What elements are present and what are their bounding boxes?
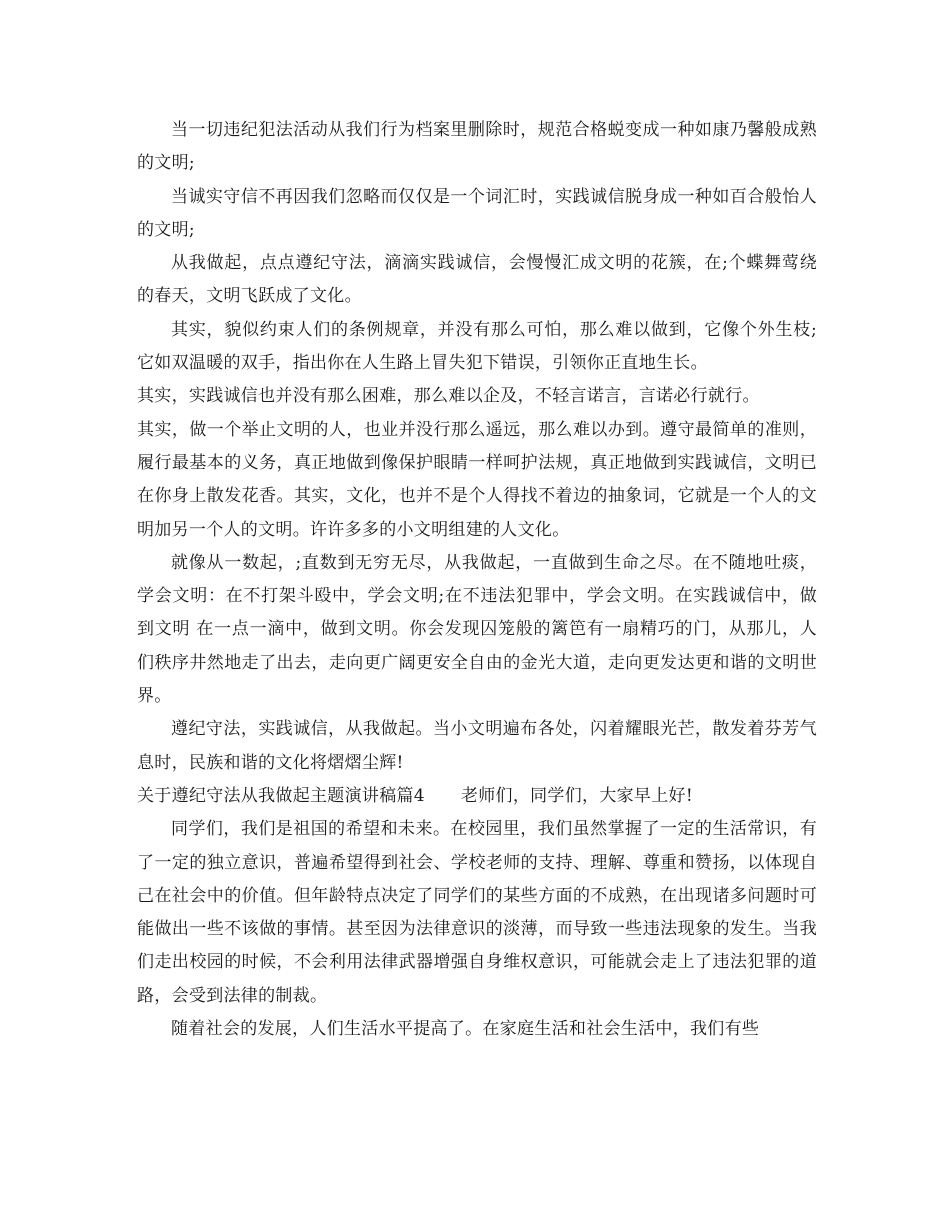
- paragraph: 从我做起，点点遵纪守法，滴滴实践诚信，会慢慢汇成文明的花簇，在;个蝶舞莺绕的春天，文明飞跃成了文化。: [137, 253, 817, 307]
- paragraph: 同学们，我们是祖国的希望和未来。在校园里，我们虽然掌握了一定的生活常识，有了一定的独立意识，普遍希望得到社会、学校老师的支持、理解、尊重和赞扬，以体现自己在社会中的价值。但年龄特点决定了同学们的某些方面的不成熟，在出现诸多问题时可能做出一些不该做的事情。甚至因为法律意识的淡薄，而导致一些违法现象的发生。当我们走出校园的时候，不会利用法律武器增强自身维权意识，可能就会走上了违法犯罪的道路，会受到法律的制裁。: [137, 819, 817, 1006]
- paragraph: 当诚实守信不再因我们忽略而仅仅是一个词汇时，实践诚信脱身成一种如百合般怡人的文明;: [137, 186, 817, 240]
- paragraph: 随着社会的发展，人们生活水平提高了。在家庭生活和社会生活中，我们有些: [171, 1019, 760, 1040]
- paragraph: 就像从一数起，;直数到无穷无尽，从我做起，一直做到生命之尽。在不随地吐痰，学会文明：在不打架斗殴中，学会文明;在不违法犯罪中，学会文明。在实践诚信中，做到文明 在一点一滴中，做到文明。你会发现囚笼般的篱笆有一扇精巧的门，从那儿，人们秩序井然地走了出去，走向更广阔更安全自由的金光大道，走向更发达更和谐的文明世界。: [137, 552, 817, 707]
- section-heading: [137, 780, 817, 813]
- paragraph: 其实，做一个举止文明的人，也业并没行那么遥远，那么难以办到。遵守最简单的准则，履行最基本的义务，真正地做到像保护眼睛一样呵护法规，真正地做到实践诚信，文明已在你身上散发花香。其实，文化，也并不是个人得找不着边的抽象词，它就是一个人的文明加另一个人的文明。许许多多的小文明组建的人文化。: [137, 419, 817, 540]
- heading-title: 关于遵纪守法从我做起主题演讲稿篇4: [137, 785, 425, 806]
- paragraph: 当一切违纪犯法活动从我们行为档案里删除时，规范合格蜕变成一种如康乃馨般成熟的文明;: [137, 120, 817, 174]
- paragraph: 其实，实践诚信也并没有那么困难，那么难以企及，不轻言诺言，言诺必行就行。: [137, 386, 760, 407]
- heading-greeting: 老师们，同学们，大家早上好!: [460, 785, 693, 806]
- paragraph: 遵纪守法，实践诚信，从我做起。当小文明遍布各处，闪着耀眼光芒，散发着芬芳气息时，民族和谐的文化将熠熠尘辉!: [137, 719, 817, 773]
- document-body: [137, 114, 817, 1046]
- paragraph: 其实，貌似约束人们的条例规章，并没有那么可怕，那么难以做到，它像个外生枝;它如双温暖的双手，指出你在人生路上冒失犯下错误，引领你正直地生长。: [137, 319, 817, 374]
